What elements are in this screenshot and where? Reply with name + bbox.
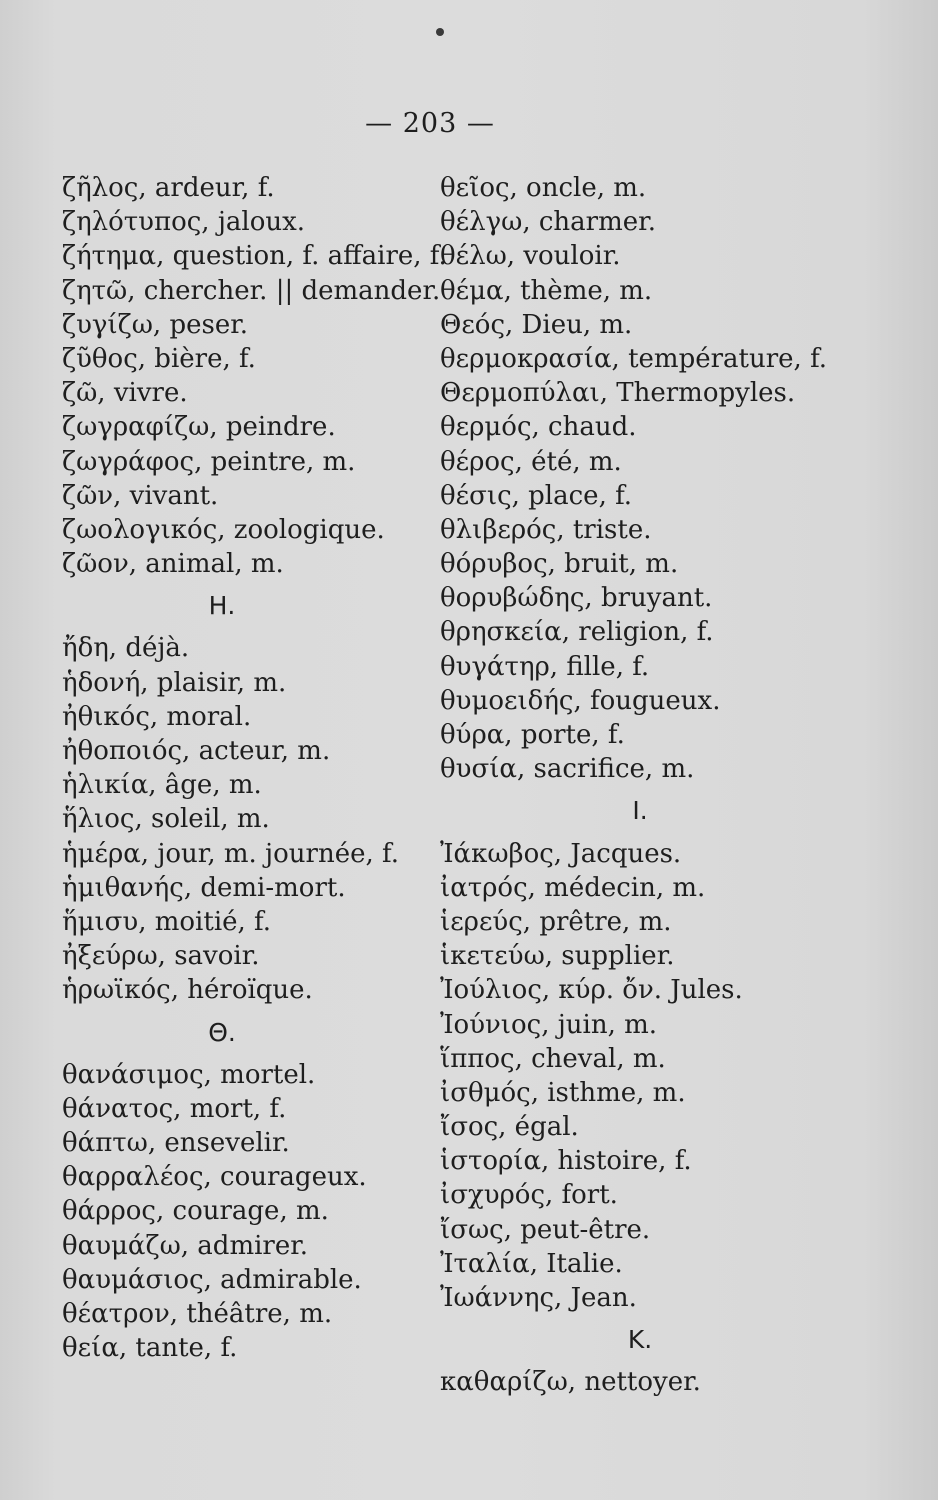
dictionary-entry: ἴσος, égal. <box>440 1112 579 1143</box>
dictionary-entry: θαυμάσιος, admirable. <box>62 1264 362 1295</box>
dictionary-entry: ἰσθμός, isthme, m. <box>440 1077 686 1108</box>
dictionary-entry: ζητῶ, chercher. || demander. <box>62 275 441 306</box>
dictionary-entry: Ἰούνιος, juin, m. <box>440 1009 658 1040</box>
dictionary-entry: θερμός, chaud. <box>440 412 637 443</box>
dictionary-entry: θερμοκρασία, température, f. <box>440 343 828 374</box>
dictionary-entry: θόρυβος, bruit, m. <box>440 549 679 580</box>
dictionary-entry: θυγάτηρ, fille, f. <box>440 651 650 682</box>
dictionary-entry: θλιβερός, triste. <box>440 514 652 545</box>
dictionary-entry: θυμοειδής, fougueux. <box>440 685 721 716</box>
dictionary-entry: θορυβώδης, bruyant. <box>440 583 713 614</box>
dictionary-entry: θέλω, vouloir. <box>440 241 621 272</box>
dictionary-entry: Ἰάκωβος, Jacques. <box>440 838 682 869</box>
dictionary-entry: Ἰωάννης, Jean. <box>440 1283 637 1313</box>
dictionary-entry: ζυγίζω, peser. <box>62 309 249 340</box>
dictionary-entry: θέμα, thème, m. <box>440 275 653 306</box>
dictionary-entry: ζῶν, vivant. <box>62 480 219 511</box>
dictionary-entry: θάρρος, courage, m. <box>62 1196 329 1227</box>
dictionary-entry: ἱκετεύω, supplier. <box>440 941 675 972</box>
dictionary-entry: ἡρωϊκός, héroïque. <box>62 975 313 1006</box>
dictionary-entry: ἠξεύρω, savoir. <box>62 941 260 972</box>
dictionary-entry: θάπτω, ensevelir. <box>62 1128 290 1159</box>
dictionary-entry: ἡμιθανής, demi-mort. <box>62 872 346 903</box>
dictionary-entry: θαρραλέος, courageux. <box>62 1162 367 1193</box>
dictionary-entry: θέατρον, théâtre, m. <box>62 1299 333 1329</box>
dictionary-entry: ζῦθος, bière, f. <box>62 343 256 374</box>
section-letter-heading: I. <box>632 796 648 826</box>
dictionary-entry: ζωγραφίζω, peindre. <box>62 412 336 443</box>
right-column <box>440 171 828 1400</box>
dictionary-entry: Ἰταλία, Italie. <box>440 1248 623 1279</box>
dictionary-entry: ζῶ, vivre. <box>62 378 188 409</box>
dictionary-entry: ζωολογικός, zoologique. <box>62 514 385 545</box>
dictionary-entry: θρησκεία, religion, f. <box>440 617 714 648</box>
dictionary-entry: θέσις, place, f. <box>440 480 633 511</box>
dictionary-entry: ζήτημα, question, f. affaire, f. <box>62 241 447 272</box>
page-number: — 203 — <box>365 108 495 139</box>
dictionary-entry: ἱερεύς, prêtre, m. <box>440 906 672 937</box>
dictionary-entry: θεία, tante, f. <box>62 1333 238 1364</box>
dictionary-entry: ἡδονή, plaisir, m. <box>62 667 287 698</box>
left-column <box>62 171 447 1365</box>
dictionary-entry: θανάσιμος, mortel. <box>62 1059 316 1090</box>
dictionary-entry: ἠθοποιός, acteur, m. <box>62 736 331 766</box>
ink-speck <box>436 28 444 36</box>
dictionary-entry: ζηλότυπος, jaloux. <box>62 207 306 238</box>
section-letter-heading: Η. <box>208 591 236 621</box>
dictionary-entry: ἠθικός, moral. <box>62 701 252 732</box>
dictionary-entry: ἡλικία, âge, m. <box>62 770 262 801</box>
dictionary-entry: θέρος, été, m. <box>440 446 622 477</box>
section-letter-heading: Θ. <box>208 1017 236 1047</box>
dictionary-entry: ἡμέρα, jour, m. journée, f. <box>62 838 399 869</box>
dictionary-entry: θέλγω, charmer. <box>440 207 656 238</box>
dictionary-entry: θυσία, sacrifice, m. <box>440 754 695 785</box>
dictionary-entry: καθαρίζω, nettoyer. <box>440 1367 701 1398</box>
dictionary-entry: Θερμοπύλαι, Thermopyles. <box>440 378 796 409</box>
dictionary-entry: ζῆλος, ardeur, f. <box>62 173 275 203</box>
dictionary-entry: ἤδη, déjà. <box>62 633 190 664</box>
dictionary-entry: ζῶον, animal, m. <box>62 549 284 580</box>
dictionary-entry: ἰσχυρός, fort. <box>440 1180 618 1211</box>
dictionary-entry: θαυμάζω, admirer. <box>62 1230 309 1261</box>
dictionary-entry: Θεός, Dieu, m. <box>440 309 633 340</box>
dictionary-entry: ἥμισυ, moitié, f. <box>62 906 272 937</box>
dictionary-entry: Ἰούλιος, κύρ. ὄν. Jules. <box>440 975 743 1006</box>
dictionary-entry: ἵππος, cheval, m. <box>440 1043 666 1074</box>
dictionary-entry: ἥλιος, soleil, m. <box>62 804 270 835</box>
dictionary-entry: θεῖος, oncle, m. <box>440 173 647 203</box>
section-letter-heading: K. <box>627 1325 653 1355</box>
dictionary-entry: ζωγράφος, peintre, m. <box>62 446 356 477</box>
dictionary-entry: ἱστορία, histoire, f. <box>440 1146 692 1177</box>
dictionary-entry: ἴσως, peut-être. <box>440 1214 651 1245</box>
dictionary-entry: ἰατρός, médecin, m. <box>440 872 706 903</box>
dictionary-entry: θύρα, porte, f. <box>440 720 625 750</box>
dictionary-entry: θάνατος, mort, f. <box>62 1093 287 1124</box>
